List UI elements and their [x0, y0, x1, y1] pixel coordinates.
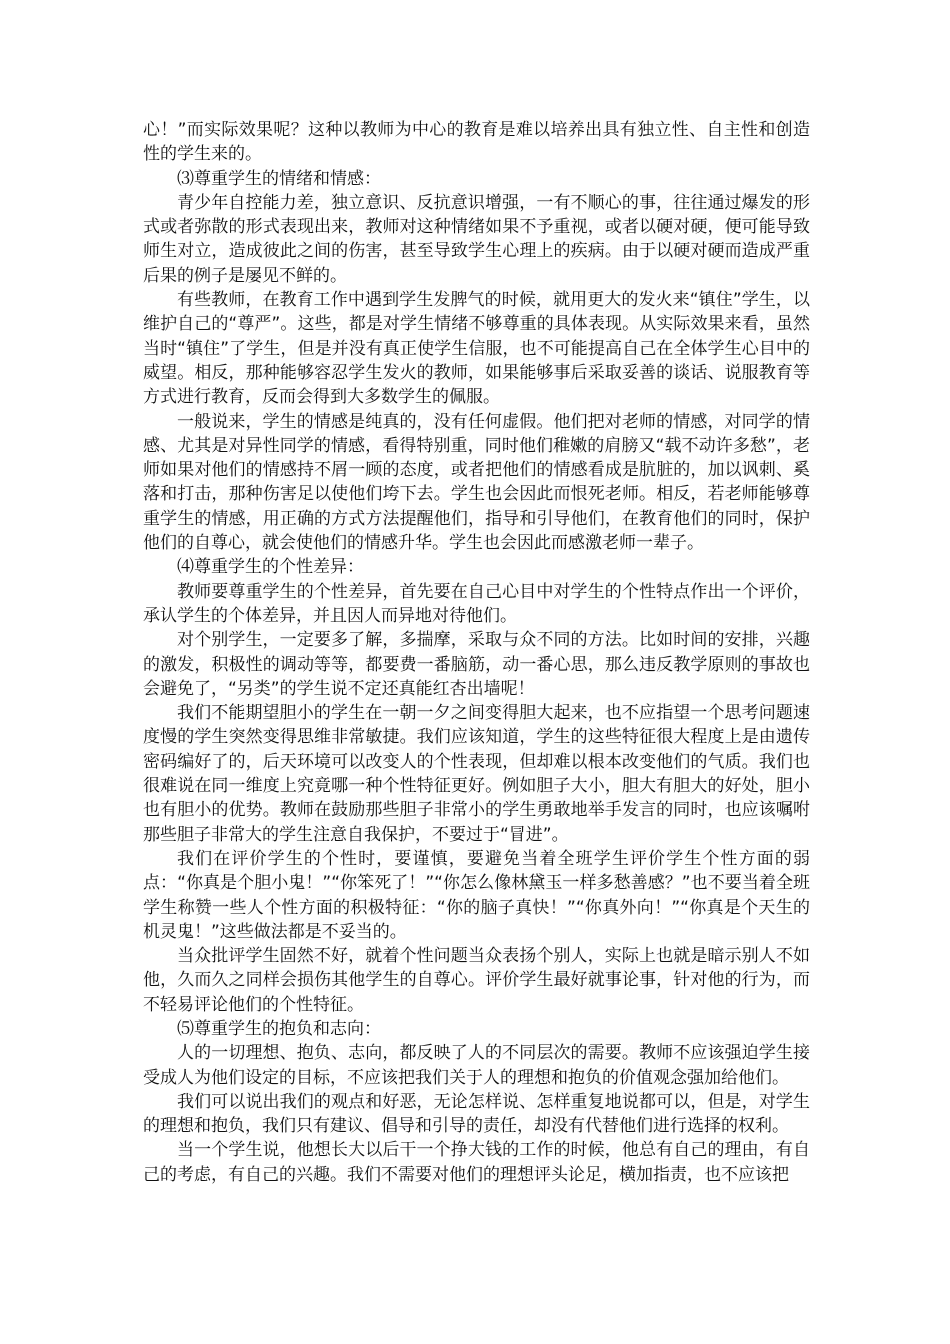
section-heading-4: ⑷尊重学生的个性差异： — [177, 557, 364, 578]
paragraph-7: 我们不能期望胆小的学生在一朝一夕之间变得胆大起来，也不应指望一个思考问题速度慢的学生突然变得思维非常敏捷。我们应该知道，学生的这些特征很大程度上是由遗传密码编好了的，后天环境可以改变人的个性表现，但却难以根本改变他们的气质。我们也很难说在同一维度上究竟哪一种个性特征更好。例如胆子大小，胆大有胆大的好处，胆小也有胆小的优势。教师在鼓励那些胆子非常小的学生勇敢地举手发言的同时，也应该嘱咐那些胆子非常大的学生注意自我保护，不要过于“冒进”。 — [143, 703, 810, 845]
paragraph-3: 有些教师，在教育工作中遇到学生发脾气的时候，就用更大的发火来“镇住”学生，以维护自己的“尊严”。这些，都是对学生情绪不够尊重的具体表现。从实际效果来看，虽然当时“镇住”了学生，但是并没有真正使学生信服，也不可能提高自己在全体学生心目中的威望。相反，那种能够容忍学生发火的教师，如果能够事后采取妥善的谈话、说服教育等方式进行教育，反而会得到大多数学生的佩服。 — [143, 290, 810, 408]
paragraph-12: 当一个学生说，他想长大以后干一个挣大钱的工作的时候，他总有自己的理由，有自己的考虑，有自己的兴趣。我们不需要对他们的理想评头论足，横加指责，也不应该把 — [143, 1140, 810, 1185]
paragraph-5: 教师要尊重学生的个性差异，首先要在自己心目中对学生的个性特点作出一个评价，承认学生的个体差异，并且因人而异地对待他们。 — [143, 581, 810, 626]
paragraph-10: 人的一切理想、抱负、志向，都反映了人的不同层次的需要。教师不应该强迫学生接受成人为他们设定的目标，不应该把我们关于人的理想和抱负的价值观念强加给他们。 — [143, 1043, 810, 1088]
paragraph-4: 一般说来，学生的情感是纯真的，没有任何虚假。他们把对老师的情感，对同学的情感、尤其是对异性同学的情感，看得特别重，同时他们稚嫩的肩膀又“载不动许多愁”，老师如果对他们的情感持不屑一顾的态度，或者把他们的情感看成是肮脏的，加以讽刺、奚落和打击，那种伤害足以使他们垮下去。学生也会因此而恨死老师。相反，若老师能够尊重学生的情感，用正确的方式方法提醒他们，指导和引导他们，在教育他们的同时，保护他们的自尊心，就会使他们的情感升华。学生也会因此而感激老师一辈子。 — [143, 411, 810, 554]
paragraph-8: 我们在评价学生的个性时，要谨慎，要避免当着全班学生评价学生个性方面的弱点：“你真是个胆小鬼！”“你笨死了！”“你怎么像林黛玉一样多愁善感？”也不要当着全班学生称赞一些人个性方面的积极特征：“你的脑子真快！”“你真外向！”“你真是个天生的机灵鬼！”这些做法都是不妥当的。 — [143, 848, 810, 942]
paragraph-11: 我们可以说出我们的观点和好恶，无论怎样说、怎样重复地说都可以，但是，对学生的理想和抱负，我们只有建议、倡导和引导的责任，却没有代替他们进行选择的权利。 — [143, 1091, 810, 1137]
section-heading-3: ⑶尊重学生的情绪和情感： — [177, 168, 381, 189]
section-heading-5: ⑸尊重学生的抱负和志向： — [177, 1018, 381, 1039]
paragraph-6: 对个别学生，一定要多了解，多揣摩，采取与众不同的方法。比如时间的安排，兴趣的激发，积极性的调动等等，都要费一番脑筋，动一番心思，那么违反教学原则的事故也会避免了，“另类”的学生说不定还真能红杏出墙呢！ — [143, 630, 810, 699]
document-page — [143, 118, 810, 1187]
paragraph-1: 心！”而实际效果呢？这种以教师为中心的教育是难以培养出具有独立性、自主性和创造性的学生来的。 — [143, 120, 810, 165]
paragraph-2: 青少年自控能力差，独立意识、反抗意识增强，一有不顺心的事，往往通过爆发的形式或者弥散的形式表现出来，教师对这种情绪如果不予重视，或者以硬对硬，便可能导致师生对立，造成彼此之间的伤害，甚至导致学生心理上的疾病。由于以硬对硬而造成严重后果的例子是屡见不鲜的。 — [143, 192, 810, 286]
paragraph-9: 当众批评学生固然不好，就着个性问题当众表扬个别人，实际上也就是暗示别人不如他，久而久之同样会损伤其他学生的自尊心。评价学生最好就事论事，针对他的行为，而不轻易评论他们的个性特征。 — [143, 946, 810, 1015]
